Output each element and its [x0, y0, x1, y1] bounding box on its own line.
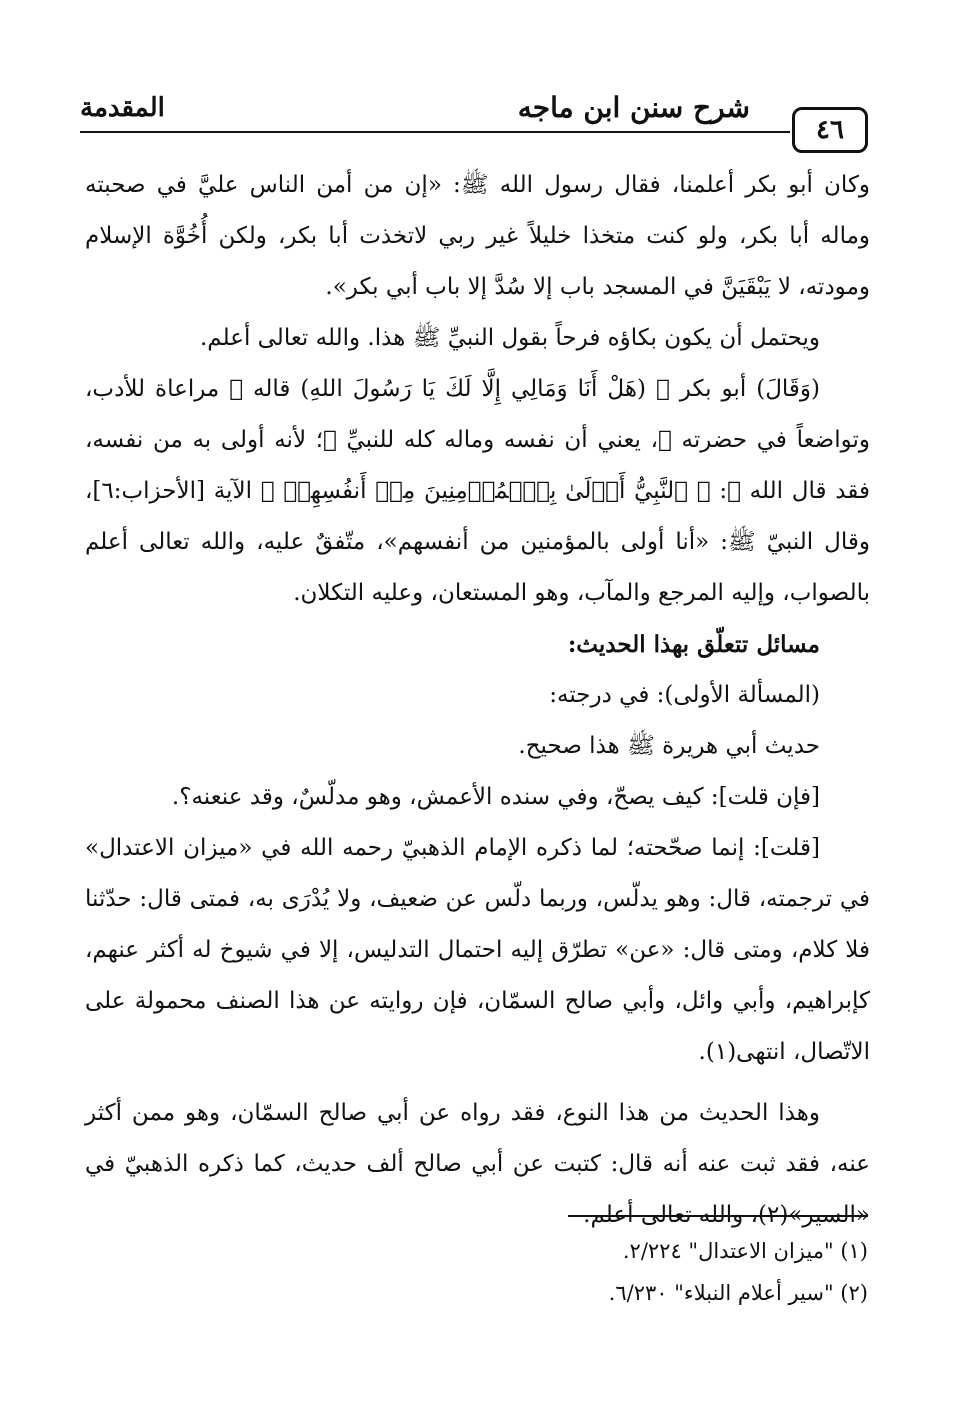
footnote-separator	[568, 1215, 868, 1217]
paragraph: ويحتمل أن يكون بكاؤه فرحاً بقول النبيِّ ﷺ هذا. والله تعالى أعلم.	[199, 325, 820, 351]
paragraph: (وَقَالَ) أبو بكر ﷺ (هَلْ أَنَا وَمَالِي إِلَّا لَكَ يَا رَسُولَ اللهِ) قاله ﷺ مراعاة للأدب، وتواضعاً في حضرته ﷺ، يعني أن نفسه وماله كله للنبيِّ ﷺ؛ لأنه أولى به من نفسه، فقد قال الله ﷻ: ﴿ ٱلنَّبِيُّ أَوۡلَىٰ بِٱلۡمُؤۡمِنِينَ مِنۡ أَنفُسِهِمۡ ﴾ الآية [الأحزاب:٦]، وقال النبيّ ﷺ: «أنا أولى بالمؤمنين من أنفسهم»، متّفقٌ عليه، والله تعالى أعلم بالصواب، وإليه المرجع والمآب، وهو المستعان، وعليه التكلان.	[85, 376, 870, 606]
paragraph: [فإن قلت]: كيف يصحّ، وفي سنده الأعمش، وهو مدلّسٌ، وقد عنعنه؟.	[171, 784, 820, 810]
page-header	[80, 85, 880, 155]
page-number: ٤٦	[792, 107, 868, 153]
paragraph: (المسألة الأولى): في درجته:	[549, 682, 820, 708]
footnote: (١) "ميزان الاعتدال" ٢/٢٢٤.	[622, 1239, 868, 1263]
book-title: شرح سنن ابن ماجه	[517, 91, 750, 124]
paragraph-gap	[85, 1078, 870, 1088]
footnote: (٢) "سير أعلام النبلاء" ٦/٢٣٠.	[608, 1281, 868, 1305]
section-heading: مسائل تتعلّق بهذا الحديث:	[567, 631, 820, 658]
paragraph: حديث أبي هريرة ﷺ هذا صحيح.	[518, 733, 820, 759]
footnotes	[83, 1230, 868, 1314]
paragraph: [قلت]: إنما صحّحته؛ لما ذكره الإمام الذهبيّ رحمه الله في «ميزان الاعتدال» في ترجمته، قال: وهو يدلّس، وربما دلّس عن ضعيف، ولا يُدْرَى به، فمتى قال: حدّثنا فلا كلام، ومتى قال: «عن» تطرّق إليه احتمال التدليس، إلا في شيوخ له أكثر عنهم، كإبراهيم، وأبي وائل، وأبي صالح السمّان، فإن روايته عن هذا الصنف محمولة على الاتّصال، انتهى(١).	[85, 835, 870, 1065]
paragraph: وكان أبو بكر أعلمنا، فقال رسول الله ﷺ: «إن من أمن الناس عليَّ في صحبته وماله أبا بكر، ولو كنت متخذا خليلاً غير ربي لاتخذت أبا بكر، ولكن أُخُوَّة الإسلام ومودته، لا يَبْقَيَنَّ في المسجد باب إلا سُدَّ إلا باب أبي بكر».	[85, 172, 870, 300]
chapter-title: المقدمة	[80, 93, 165, 123]
main-text	[85, 160, 870, 1241]
paragraph: وهذا الحديث من هذا النوع، فقد رواه عن أبي صالح السمّان، وهو ممن أكثر عنه، فقد ثبت عنه أنه قال: كتبت عن أبي صالح ألف حديث، كما ذكره الذهبيّ في «السير»(٢)، والله تعالى أعلم.	[85, 1100, 870, 1228]
header-rule	[80, 131, 790, 133]
